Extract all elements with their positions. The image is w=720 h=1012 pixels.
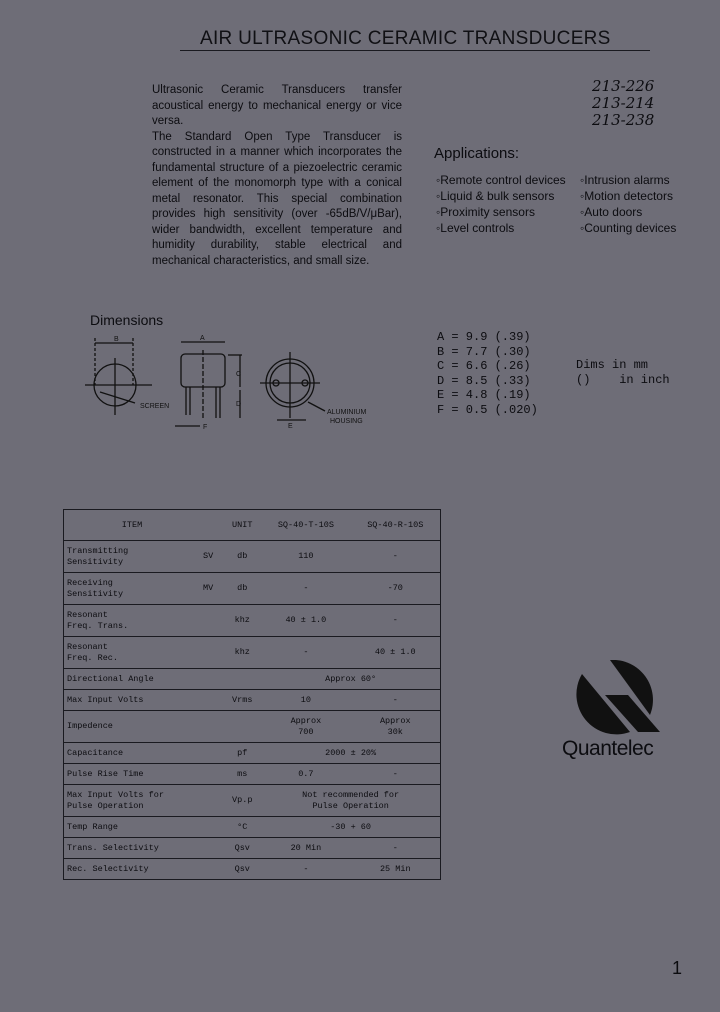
units-note [576, 358, 670, 388]
table-cell [200, 817, 223, 838]
column-header: SQ-40-T-10S [261, 510, 350, 541]
table-cell [200, 859, 223, 880]
table-cell: Max Input Volts [64, 690, 201, 711]
application-item: ◦ Intrusion alarms [580, 173, 700, 188]
table-row [64, 743, 441, 764]
table-row [64, 785, 441, 817]
table-cell: Capacitance [64, 743, 201, 764]
table-header [64, 510, 441, 541]
table-cell: Vp.p [223, 785, 261, 817]
dimension-value: D = 8.5 (.33) [437, 373, 531, 388]
table-cell: 10 [261, 690, 350, 711]
table-row [64, 573, 441, 605]
table-cell: db [223, 573, 261, 605]
table-cell: - [351, 764, 441, 785]
label-f: F [203, 424, 208, 431]
table-cell: pf [223, 743, 261, 764]
table-cell: db [223, 541, 261, 573]
table-row [64, 605, 441, 637]
table-cell: Impedence [64, 711, 201, 743]
label-housing: HOUSING [330, 418, 363, 425]
application-item: ◦ Auto doors [580, 205, 700, 220]
page-title: AIR ULTRASONIC CERAMIC TRANSDUCERS [200, 28, 611, 49]
quantelec-logo-icon [560, 660, 690, 740]
table-cell: Pulse Rise Time [64, 764, 201, 785]
application-item: ◦ Proximity sensors [436, 205, 580, 220]
table-cell: Vrms [223, 690, 261, 711]
table-cell: ms [223, 764, 261, 785]
applications-list [436, 173, 700, 236]
table-row [64, 711, 441, 743]
application-item: ◦ Level controls [436, 221, 580, 236]
table-cell: Max Input Volts for Pulse Operation [64, 785, 201, 817]
table-cell: MV [200, 573, 223, 605]
table-cell: - [351, 838, 441, 859]
table-cell [200, 838, 223, 859]
table-cell: Approx 700 [261, 711, 350, 743]
table-cell: 110 [261, 541, 350, 573]
handwritten-note: 213-238 [592, 111, 655, 129]
table-cell: 25 Min [351, 859, 441, 880]
table-cell: Resonant Freq. Rec. [64, 637, 201, 669]
application-item: ◦ Liquid & bulk sensors [436, 189, 580, 204]
application-item: ◦ Remote control devices [436, 173, 580, 188]
applications-heading: Applications: [434, 145, 520, 162]
label-e: E [288, 423, 293, 430]
label-a: A [200, 335, 205, 342]
column-header: SQ-40-R-10S [351, 510, 441, 541]
table-cell: Approx 30k [351, 711, 441, 743]
table-cell: 20 Min [261, 838, 350, 859]
dimension-value: B = 7.7 (.30) [437, 344, 531, 359]
spec-table [63, 509, 441, 880]
table-cell [200, 669, 223, 690]
table-row [64, 764, 441, 785]
label-screen: SCREEN [140, 403, 170, 410]
table-cell: Receiving Sensitivity [64, 573, 201, 605]
table-cell: Trans. Selectivity [64, 838, 201, 859]
dimensions-heading: Dimensions [90, 312, 164, 328]
table-cell: - [261, 637, 350, 669]
intro-text [152, 83, 402, 269]
table-cell: Transmitting Sensitivity [64, 541, 201, 573]
table-cell: Temp Range [64, 817, 201, 838]
intro-paragraph: Ultrasonic Ceramic Transducers transfer acoustical energy to mechanical energy or vice versa. [152, 84, 402, 127]
table-cell: -70 [351, 573, 441, 605]
table-row [64, 541, 441, 573]
table-cell: Not recommended for Pulse Operation [261, 785, 440, 817]
label-housing: ALUMINIUM [327, 409, 367, 416]
table-row [64, 859, 441, 880]
dimension-value: A = 9.9 (.39) [437, 330, 531, 344]
table-cell: Qsv [223, 859, 261, 880]
table-cell: -30 + 60 [261, 817, 440, 838]
table-cell: khz [223, 605, 261, 637]
table-cell [223, 669, 261, 690]
table-cell: 2000 ± 20% [261, 743, 440, 764]
application-item: ◦ Counting devices [580, 221, 700, 236]
table-cell [200, 764, 223, 785]
table-cell: - [351, 690, 441, 711]
table-cell: °C [223, 817, 261, 838]
dimension-value: C = 6.6 (.26) [437, 359, 531, 373]
column-header: UNIT [223, 510, 261, 541]
table-cell: 40 ± 1.0 [261, 605, 350, 637]
table-row [64, 669, 441, 690]
table-cell: 40 ± 1.0 [351, 637, 441, 669]
table-cell: - [351, 605, 441, 637]
label-d: D [236, 401, 242, 408]
table-cell: 0.7 [261, 764, 350, 785]
table-cell: - [261, 859, 350, 880]
page-number: 1 [672, 958, 683, 978]
table-cell [200, 605, 223, 637]
table-cell: Resonant Freq. Trans. [64, 605, 201, 637]
handwritten-note: 213-214 [592, 94, 655, 112]
table-cell: Rec. Selectivity [64, 859, 201, 880]
table-row [64, 838, 441, 859]
table-cell: - [261, 573, 350, 605]
dimension-drawing [80, 330, 380, 440]
table-cell [200, 743, 223, 764]
table-cell: Qsv [223, 838, 261, 859]
table-cell: Approx 60° [261, 669, 440, 690]
dimension-value: E = 4.8 (.19) [437, 388, 531, 402]
table-cell [200, 637, 223, 669]
units-note-mm: Dims in mm [576, 358, 649, 372]
table-row [64, 817, 441, 838]
column-header [200, 510, 223, 541]
table-cell [200, 711, 223, 743]
dimension-value: F = 0.5 (.020) [437, 402, 538, 417]
intro-paragraph: The Standard Open Type Transducer is constructed in a manner which incorporates the fundamental structure of a piezoelectric ceramic element of the monomorph type with a conical metal resonator. This special combination provides high sensitivity (over -65dB/V/μBar), wider bandwidth, excellent temperature and humidity durability, stable electrical and mechanical characteristics, and small size. [152, 130, 402, 267]
handwritten-note: 213-226 [592, 77, 655, 95]
column-header: ITEM [64, 510, 201, 541]
application-item: ◦ Motion detectors [580, 189, 700, 204]
logo-text: Quantelec [562, 737, 654, 760]
label-c: C [236, 371, 242, 378]
handwritten-notes [592, 78, 654, 129]
table-cell [200, 690, 223, 711]
title-rule [180, 50, 650, 51]
dimension-values [437, 330, 538, 417]
table-cell: Directional Angle [64, 669, 201, 690]
table-cell: khz [223, 637, 261, 669]
table-row [64, 637, 441, 669]
table-row [64, 690, 441, 711]
table-cell: - [351, 541, 441, 573]
units-note-inch: () in inch [576, 373, 670, 387]
table-cell [200, 785, 223, 817]
table-cell: SV [200, 541, 223, 573]
table-cell [223, 711, 261, 743]
label-b: B [114, 336, 119, 343]
